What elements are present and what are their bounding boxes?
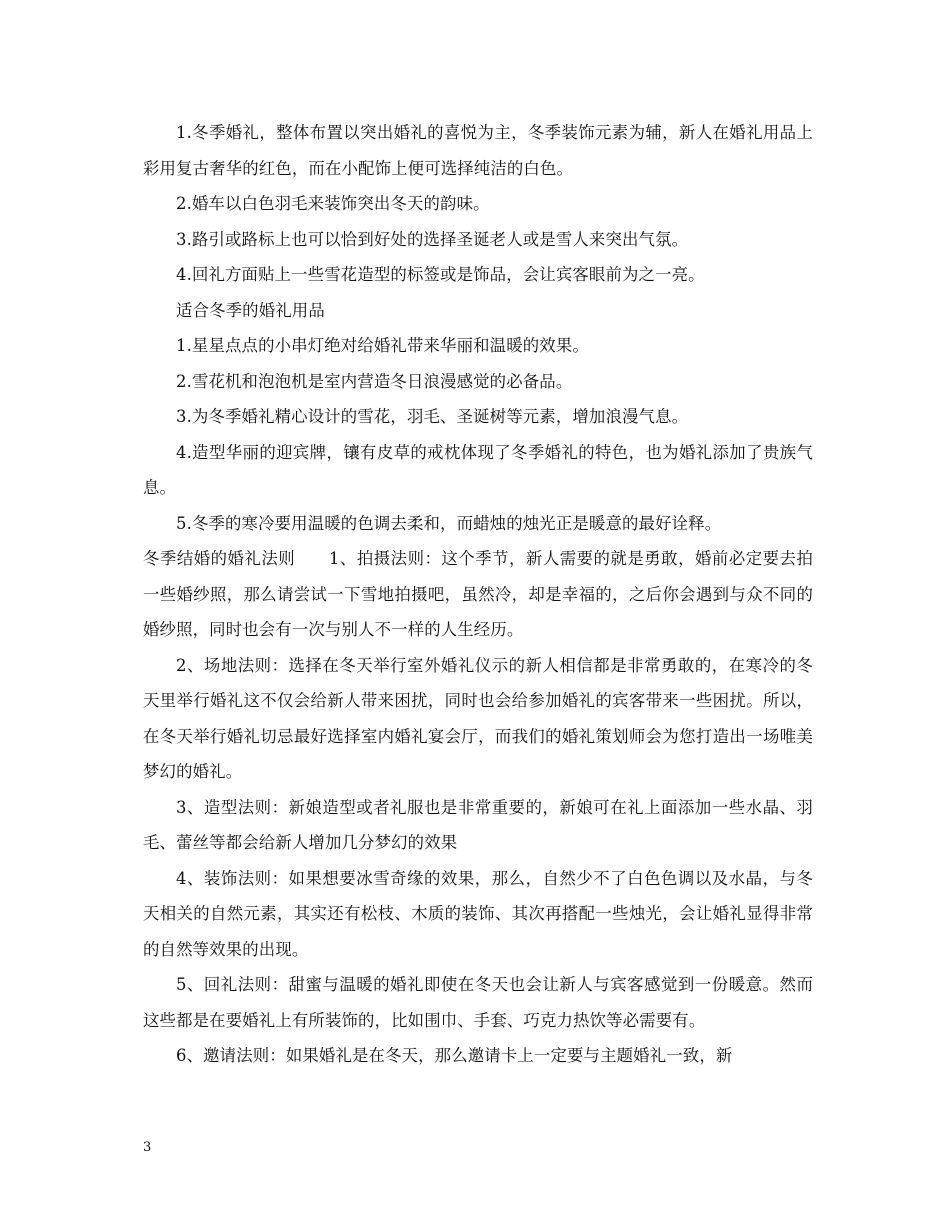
paragraph-wedding-car: 2.婚车以白色羽毛来装饰突出冬天的韵味。 bbox=[176, 194, 490, 213]
paragraph-decoration-rule: 4、装饰法则：如果想要冰雪奇缘的效果，那么，自然少不了白色色调以及水晶，与冬天相关的自然元素，其实还有松枝、木质的装饰、其次再搭配一些烛光，会让婚礼显得非常的自然等效果的出现。 bbox=[143, 868, 813, 959]
paragraph-photo-rule: 冬季结婚的婚礼法则 1、拍摄法则：这个季节，新人需要的就是勇敢，婚前必定要去拍一些婚纱照，那么请尝试一下雪地拍摄吧，虽然冷，却是幸福的，之后你会遇到与众不同的婚纱照，同时也会有一次与别人不一样的人生经历。 bbox=[143, 549, 813, 639]
paragraph-snowflake-elements: 3.为冬季婚礼精心设计的雪花，羽毛、圣诞树等元素，增加浪漫气息。 bbox=[176, 407, 689, 426]
paragraph-styling-rule: 3、造型法则：新娘造型或者礼服也是非常重要的，新娘可在礼上面添加一些水晶、羽毛、蕾丝等都会给新人增加几分梦幻的效果 bbox=[143, 797, 813, 852]
paragraph-welcome-sign: 4.造型华丽的迎宾牌，镶有皮草的戒枕体现了冬季婚礼的特色，也为婚礼添加了贵族气息。 bbox=[143, 442, 813, 497]
paragraph-return-gifts: 4.回礼方面贴上一些雪花造型的标签或是饰品，会让宾客眼前为之一亮。 bbox=[176, 265, 705, 284]
page-number: 3 bbox=[143, 1140, 152, 1155]
paragraph-string-lights: 1.星星点点的小串灯绝对给婚礼带来华丽和温暖的效果。 bbox=[176, 336, 589, 355]
document-body bbox=[143, 115, 813, 1074]
paragraph-winter-wedding-intro: 1.冬季婚礼，整体布置以突出婚礼的喜悦为主，冬季装饰元素为辅，新人在婚礼用品上彩用复古奢华的红色，而在小配饰上便可选择纯洁的白色。 bbox=[143, 123, 813, 178]
section-heading-winter-supplies: 适合冬季的婚礼用品 bbox=[176, 300, 325, 320]
paragraph-gift-rule: 5、回礼法则：甜蜜与温暖的婚礼即使在冬天也会让新人与宾客感觉到一份暖意。然而这些都是在要婚礼上有所装饰的，比如围巾、手套、巧克力热饮等必需要有。 bbox=[143, 975, 813, 1030]
paragraph-snow-machine: 2.雪花机和泡泡机是室内营造冬日浪漫感觉的必备品。 bbox=[176, 371, 573, 391]
paragraph-venue-rule: 2、场地法则：选择在冬天举行室外婚礼仪示的新人相信都是非常勇敢的，在寒冷的冬天里举行婚礼这不仅会给新人带来困扰，同时也会给参加婚礼的宾客带来一些困扰。所以，在冬天举行婚礼切忌最好选择室内婚礼宴会厅，而我们的婚礼策划师会为您打造出一场唯美梦幻的婚礼。 bbox=[143, 655, 813, 781]
paragraph-road-signs: 3.路引或路标上也可以恰到好处的选择圣诞老人或是雪人来突出气氛。 bbox=[176, 229, 689, 249]
paragraph-invitation-rule: 6、邀请法则：如果婚礼是在冬天，那么邀请卡上一定要与主题婚礼一致，新 bbox=[176, 1046, 733, 1065]
paragraph-candlelight: 5.冬季的寒冷要用温暖的色调去柔和，而蜡烛的烛光正是暖意的最好诠释。 bbox=[176, 513, 722, 533]
